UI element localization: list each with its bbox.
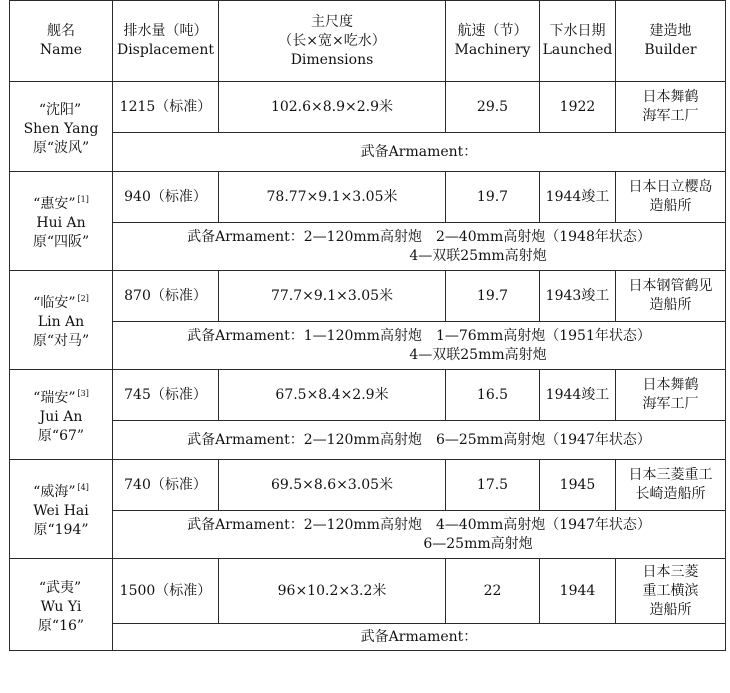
launched-cell: 1944 — [540, 559, 616, 624]
launched-cell: 1944竣工 — [540, 370, 616, 421]
ship-row — [10, 82, 726, 133]
dimensions-cell: 69.5×8.6×3.05米 — [219, 460, 446, 511]
ship-specs-table — [9, 0, 726, 651]
armament-row — [10, 322, 726, 370]
ship-name-cell: “威海” [4] Wei Hai 原“194” — [10, 460, 113, 559]
speed-cell: 17.5 — [446, 460, 540, 511]
header-speed: 航速（节） Machinery — [446, 1, 540, 82]
ship-name-cell: “临安” [2] Lin An 原“对马” — [10, 271, 113, 370]
builder-cell: 日本日立樱岛 造船所 — [616, 172, 726, 223]
launched-cell: 1945 — [540, 460, 616, 511]
armament-cell: 武备Armament：2—120mm高射炮 4—40mm高射炮（1947年状态） 6—25mm高射炮 — [113, 511, 726, 559]
ship-name-cell: “沈阳” Shen Yang 原“波风” — [10, 82, 113, 172]
builder-cell: 日本舞鹤 海军工厂 — [616, 370, 726, 421]
armament-cell: 武备Armament： — [113, 624, 726, 651]
displacement-cell: 1500（标准） — [113, 559, 219, 624]
armament-cell: 武备Armament：2—120mm高射炮 6—25mm高射炮（1947年状态） — [113, 421, 726, 460]
dimensions-cell: 77.7×9.1×3.05米 — [219, 271, 446, 322]
speed-cell: 22 — [446, 559, 540, 624]
ship-row — [10, 172, 726, 223]
header-dimensions: 主尺度 （长×宽×吃水） Dimensions — [219, 1, 446, 82]
ship-row — [10, 370, 726, 421]
ship-row — [10, 559, 726, 624]
speed-cell: 29.5 — [446, 82, 540, 133]
ship-name-cell: “瑞安” [3] Jui An 原“67” — [10, 370, 113, 460]
dimensions-cell: 67.5×8.4×2.9米 — [219, 370, 446, 421]
header-name: 舰名 Name — [10, 1, 113, 82]
armament-cell: 武备Armament：1—120mm高射炮 1—76mm高射炮（1951年状态） 4—双联25mm高射炮 — [113, 322, 726, 370]
speed-cell: 19.7 — [446, 172, 540, 223]
builder-cell: 日本三菱 重工横滨 造船所 — [616, 559, 726, 624]
armament-row — [10, 223, 726, 271]
builder-cell: 日本舞鹤 海军工厂 — [616, 82, 726, 133]
header-row — [10, 1, 726, 82]
header-builder: 建造地 Builder — [616, 1, 726, 82]
displacement-cell: 940（标准） — [113, 172, 219, 223]
ship-row — [10, 271, 726, 322]
displacement-cell: 740（标准） — [113, 460, 219, 511]
launched-cell: 1943竣工 — [540, 271, 616, 322]
header-launched: 下水日期 Launched — [540, 1, 616, 82]
displacement-cell: 745（标准） — [113, 370, 219, 421]
header-displacement: 排水量（吨） Displacement — [113, 1, 219, 82]
armament-row — [10, 624, 726, 651]
launched-cell: 1922 — [540, 82, 616, 133]
dimensions-cell: 96×10.2×3.2米 — [219, 559, 446, 624]
builder-cell: 日本三菱重工 长崎造船所 — [616, 460, 726, 511]
launched-cell: 1944竣工 — [540, 172, 616, 223]
armament-row — [10, 133, 726, 172]
ship-name-cell: “武夷” Wu Yi 原“16” — [10, 559, 113, 651]
dimensions-cell: 102.6×8.9×2.9米 — [219, 82, 446, 133]
armament-row — [10, 421, 726, 460]
ship-name-cell: “惠安” [1] Hui An 原“四阪” — [10, 172, 113, 271]
ship-row — [10, 460, 726, 511]
armament-cell: 武备Armament： — [113, 133, 726, 172]
speed-cell: 19.7 — [446, 271, 540, 322]
speed-cell: 16.5 — [446, 370, 540, 421]
displacement-cell: 1215（标准） — [113, 82, 219, 133]
dimensions-cell: 78.77×9.1×3.05米 — [219, 172, 446, 223]
builder-cell: 日本钢管鹤见 造船所 — [616, 271, 726, 322]
armament-row — [10, 511, 726, 559]
armament-cell: 武备Armament：2—120mm高射炮 2—40mm高射炮（1948年状态） 4—双联25mm高射炮 — [113, 223, 726, 271]
displacement-cell: 870（标准） — [113, 271, 219, 322]
